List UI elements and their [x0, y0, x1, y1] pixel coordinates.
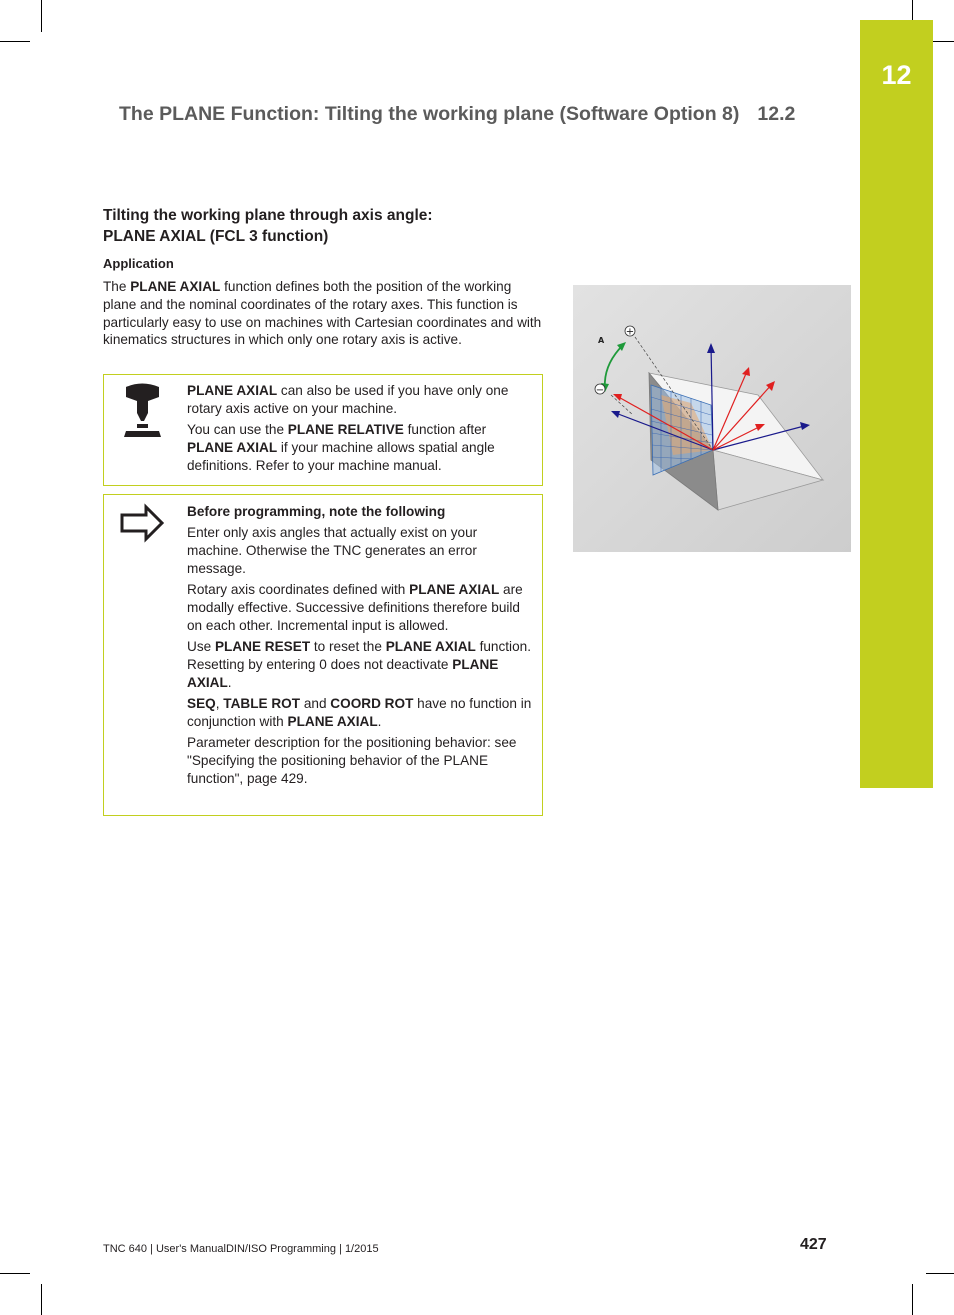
- crop-mark: [41, 1284, 42, 1315]
- keyword: PLANE AXIAL: [187, 439, 278, 455]
- text: Use: [187, 639, 215, 655]
- section-heading-line1: Tilting the working plane through axis angle:: [103, 207, 433, 224]
- note-paragraph: [187, 382, 534, 418]
- text: can also be used if you have only one rotary axis active on your machine.: [187, 383, 509, 416]
- keyword: PLANE AXIAL: [130, 279, 221, 294]
- keyword: PLANE AXIAL: [187, 656, 499, 690]
- keyword: COORD ROT: [330, 695, 414, 711]
- note-title-text: Before programming, note the following: [187, 504, 446, 519]
- note-paragraph: [187, 638, 534, 691]
- axis-a-label: A: [598, 336, 605, 345]
- keyword: PLANE AXIAL: [409, 582, 500, 598]
- keyword: PLANE RESET: [214, 639, 311, 655]
- text: The: [103, 279, 131, 294]
- application-paragraph: [103, 278, 543, 349]
- tilted-plane-figure: [573, 285, 851, 552]
- note-body: [187, 382, 534, 478]
- crop-mark: [0, 41, 30, 42]
- running-head-title: The PLANE Function: Tilting the working plane (Software Option 8): [119, 103, 740, 125]
- text: and: [300, 695, 331, 711]
- chapter-tab: [860, 20, 933, 788]
- page-number: 427: [800, 1236, 827, 1253]
- note-paragraph: [187, 695, 534, 731]
- programming-note-box: [103, 494, 543, 816]
- text: function defines both the position of the working plane and the nominal coordinates of the rotary axes. This function is particularly easy to use on machines with Cartesian coordinates and with kinematics structures in which only one rotary axis is active.: [103, 279, 542, 348]
- text: if your machine allows spatial angle definitions. Refer to your machine manual.: [187, 439, 495, 473]
- keyword: PLANE AXIAL: [287, 713, 378, 729]
- crop-mark: [912, 1284, 913, 1315]
- keyword: PLANE RELATIVE: [287, 422, 404, 438]
- note-icon-cell: [104, 495, 186, 815]
- note-title: [187, 503, 534, 521]
- text: ,: [215, 695, 224, 711]
- note-paragraph: Parameter description for the positioning behavior: see "Specifying the positioning behavior of the PLANE function", page 429.: [187, 735, 517, 786]
- note-paragraph: [187, 421, 534, 474]
- arrow-right-icon: [104, 495, 186, 555]
- crop-mark: [926, 1273, 954, 1274]
- section-heading: [103, 205, 433, 247]
- text: .: [227, 674, 232, 690]
- running-head: [119, 103, 795, 126]
- note-paragraph: [187, 581, 534, 634]
- machine-icon: [104, 375, 186, 487]
- footer-text: TNC 640 | User's ManualDIN/ISO Programming | 1/2015: [103, 1243, 379, 1255]
- text: to reset the: [310, 639, 386, 655]
- crop-mark: [41, 0, 42, 32]
- section-heading-line2: PLANE AXIAL (FCL 3 function): [103, 228, 329, 245]
- machine-note-box: [103, 374, 543, 486]
- crop-mark: [0, 1273, 30, 1274]
- rotation-minus-label: −: [595, 385, 605, 396]
- text: Rotary axis coordinates defined with: [187, 582, 410, 598]
- chapter-number: 12: [881, 60, 912, 90]
- rotation-plus-label: +: [625, 326, 635, 338]
- tilted-plane-illustration: [573, 285, 851, 552]
- text: are modally effective. Successive definitions therefore build on each other. Incremental input is allowed.: [187, 582, 523, 633]
- crop-mark: [912, 0, 913, 22]
- keyword: PLANE AXIAL: [187, 383, 278, 398]
- note-body: [187, 503, 534, 791]
- text: You can use the: [187, 422, 288, 438]
- keyword: TABLE ROT: [223, 695, 301, 711]
- keyword: PLANE AXIAL: [385, 639, 476, 655]
- keyword: SEQ: [187, 695, 216, 711]
- note-paragraph: Enter only axis angles that actually exist on your machine. Otherwise the TNC generates an error message.: [187, 525, 478, 576]
- note-icon-cell: [104, 375, 186, 485]
- text: have no function in conjunction with: [187, 695, 532, 729]
- text: function after: [403, 422, 487, 438]
- text: .: [377, 713, 382, 729]
- application-label: Application: [103, 256, 174, 271]
- text: function. Resetting by entering 0 does not deactivate: [187, 639, 531, 672]
- running-head-section: 12.2: [757, 103, 796, 125]
